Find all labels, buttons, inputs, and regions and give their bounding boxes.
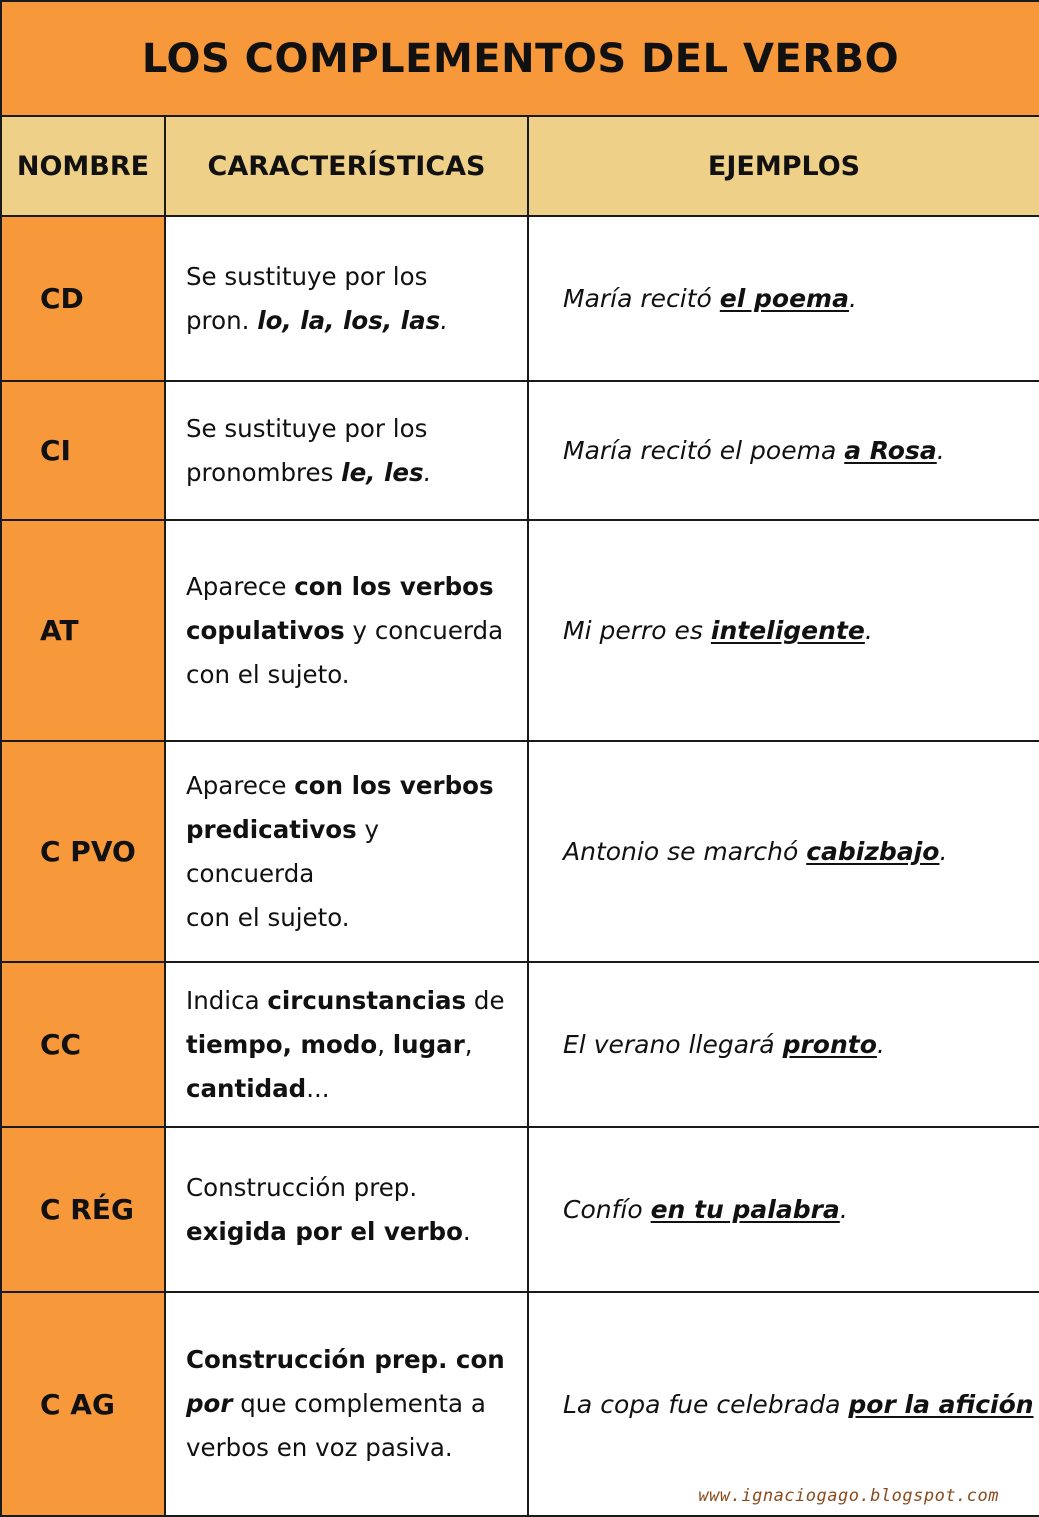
header-features: CARACTERÍSTICAS [165,116,528,216]
table-row [1,216,1039,381]
complement-example: María recitó el poema a Rosa. [528,381,1039,520]
complement-name: CD [1,216,165,381]
complement-name: C PVO [1,741,165,962]
highlighted-complement: en tu palabra [650,1195,840,1224]
complement-name: C AG [1,1292,165,1516]
complement-example: La copa fue celebrada por la afición [528,1292,1039,1516]
complement-example: Mi perro es inteligente. [528,520,1039,741]
table-row [1,741,1039,962]
title-row [1,1,1039,116]
highlighted-complement: el poema [719,284,849,313]
complement-name: CI [1,381,165,520]
complement-example: El verano llegará pronto. [528,962,1039,1127]
complement-name: AT [1,520,165,741]
complement-description: Aparece con los verbos copulativos y concuerda con el sujeto. [165,520,528,741]
table-row [1,381,1039,520]
complement-name: C RÉG [1,1127,165,1292]
header-examples: EJEMPLOS [528,116,1039,216]
table-row [1,1292,1039,1516]
complement-name: CC [1,962,165,1127]
highlighted-complement: por la afición [848,1389,1034,1419]
complement-description: Aparece con los verbos predicativos y concuerda con el sujeto. [165,741,528,962]
header-row [1,116,1039,216]
highlighted-complement: inteligente [710,616,865,645]
blog-url-watermark: www.ignaciogago.blogspot.com [698,1486,999,1506]
complement-example: Confío en tu palabra. [528,1127,1039,1292]
complement-example: Antonio se marchó cabizbajo. [528,741,1039,962]
highlighted-complement: pronto [782,1030,877,1059]
complement-description: Construcción prep. con por que complementa a verbos en voz pasiva. [165,1292,528,1516]
complement-description: Indica circunstancias de tiempo, modo, lugar, cantidad... [165,962,528,1127]
complement-example: María recitó el poema. [528,216,1039,381]
header-name: NOMBRE [1,116,165,216]
table-row [1,520,1039,741]
complement-description: Se sustituye por los pronombres le, les. [165,381,528,520]
table-row [1,1127,1039,1292]
table-row [1,962,1039,1127]
complement-description: Construcción prep. exigida por el verbo. [165,1127,528,1292]
complement-description: Se sustituye por los pron. lo, la, los, las. [165,216,528,381]
page-title: LOS COMPLEMENTOS DEL VERBO [1,1,1039,116]
highlighted-complement: cabizbajo [806,837,940,866]
highlighted-complement: a Rosa [844,436,937,465]
